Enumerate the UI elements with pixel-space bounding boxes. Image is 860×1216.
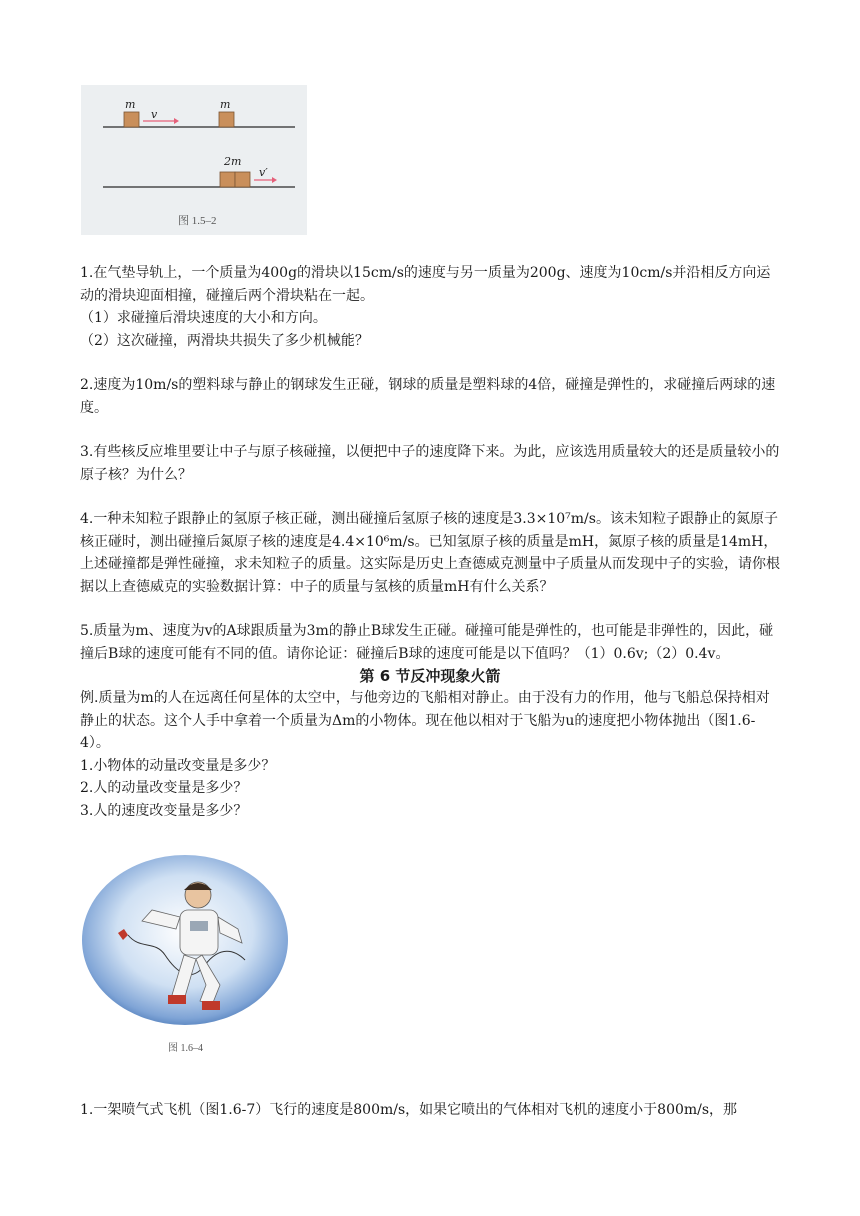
combined-velocity-arrowhead: [272, 177, 277, 183]
problem-1-part-1: （1）求碰撞后滑块速度的大小和方向。: [80, 310, 327, 326]
combined-velocity-label: v′: [259, 166, 268, 179]
combined-block-a: [220, 172, 235, 187]
problem-5: 5.质量为m、速度为v的A球跟质量为3m的静止B球发生正碰。碰撞可能是弹性的，也可能是非弹性的，因此，碰撞后B球的速度可能有不同的值。请你论证：碰撞后B球的速度可能是以下值吗？（1）0.6v;（2）0.4v。: [80, 623, 774, 662]
example-intro: 例.质量为m的人在远离任何星体的太空中，与他旁边的飞船相对静止。由于没有力的作用，他与飞船总保持相对静止的状态。这个人手中拿着一个质量为Δm的小物体。现在他以相对于飞船为u的速度把小物体抛出（图1.6-4）。: [80, 690, 770, 751]
example-question-3: 3.人的速度改变量是多少？: [80, 802, 248, 819]
problem-4: 4.一种未知粒子跟静止的氢原子核正碰，测出碰撞后氢原子核的速度是3.3×10⁷m/s。该未知粒子跟静止的氮原子核正碰时，测出碰撞后氮原子核的速度是4.4×10⁶m/s。已知氢原子核的质量是mH，氮原子核的质量是14mH，上述碰撞都是弹性碰撞，求未知粒子的质量。这实际是历史上查德威克测量中子质量从而发现中子的实验，请你根据以上查德威克的实验数据计算：中子的质量与氢核的质量mH有什么关系？: [80, 511, 780, 595]
block-right: [219, 112, 234, 127]
astronaut-illustration: [80, 855, 290, 1060]
problem-3: 3.有些核反应堆里要让中子与原子核碰撞，以便把中子的速度降下来。为此，应该选用质量较大的还是质量较小的原子核？为什么？: [80, 444, 780, 483]
problem-1-6: 1.一架喷气式飞机（图1.6-7）飞行的速度是800m/s，如果它喷出的气体相对飞机的速度小于800m/s，那: [80, 1102, 738, 1118]
figure-caption: 图 1.5–2: [178, 215, 217, 227]
last-problem-block: [80, 1099, 780, 1122]
left-boot: [168, 995, 186, 1004]
block-right-label: m: [220, 98, 231, 111]
block-left: [124, 112, 139, 127]
combined-label: 2m: [224, 155, 242, 168]
problem-1: 1.在气垫导轨上，一个质量为400g的滑块以15cm/s的速度与另一质量为200g、速度为10cm/s并沿相反方向运动的滑块迎面相撞，碰撞后两个滑块粘在一起。: [80, 265, 771, 304]
section-title: 第 6 节反冲现象火箭: [359, 667, 501, 685]
example-question-2: 2.人的动量改变量是多少？: [80, 780, 248, 796]
example-question-1: 1.小物体的动量改变量是多少？: [80, 757, 276, 774]
collision-diagram: [81, 85, 307, 235]
combined-block-b: [235, 172, 250, 187]
velocity-label: v: [151, 108, 158, 121]
right-boot: [202, 1001, 220, 1010]
problem-1-part-2: （2）这次碰撞，两滑块共损失了多少机械能？: [80, 332, 369, 349]
block-left-label: m: [125, 98, 136, 111]
exercise-block: [80, 262, 780, 822]
collision-figure: [81, 85, 307, 235]
figure-caption: 图 1.6–4: [168, 1043, 203, 1054]
chest-panel: [190, 921, 208, 931]
velocity-arrowhead: [174, 118, 179, 124]
problem-2: 2.速度为10m/s的塑料球与静止的钢球发生正碰，钢球的质量是塑料球的4倍，碰撞是弹性的，求碰撞后两球的速度。: [80, 377, 776, 416]
astronaut-torso: [180, 910, 218, 955]
astronaut-figure: [80, 855, 290, 1060]
